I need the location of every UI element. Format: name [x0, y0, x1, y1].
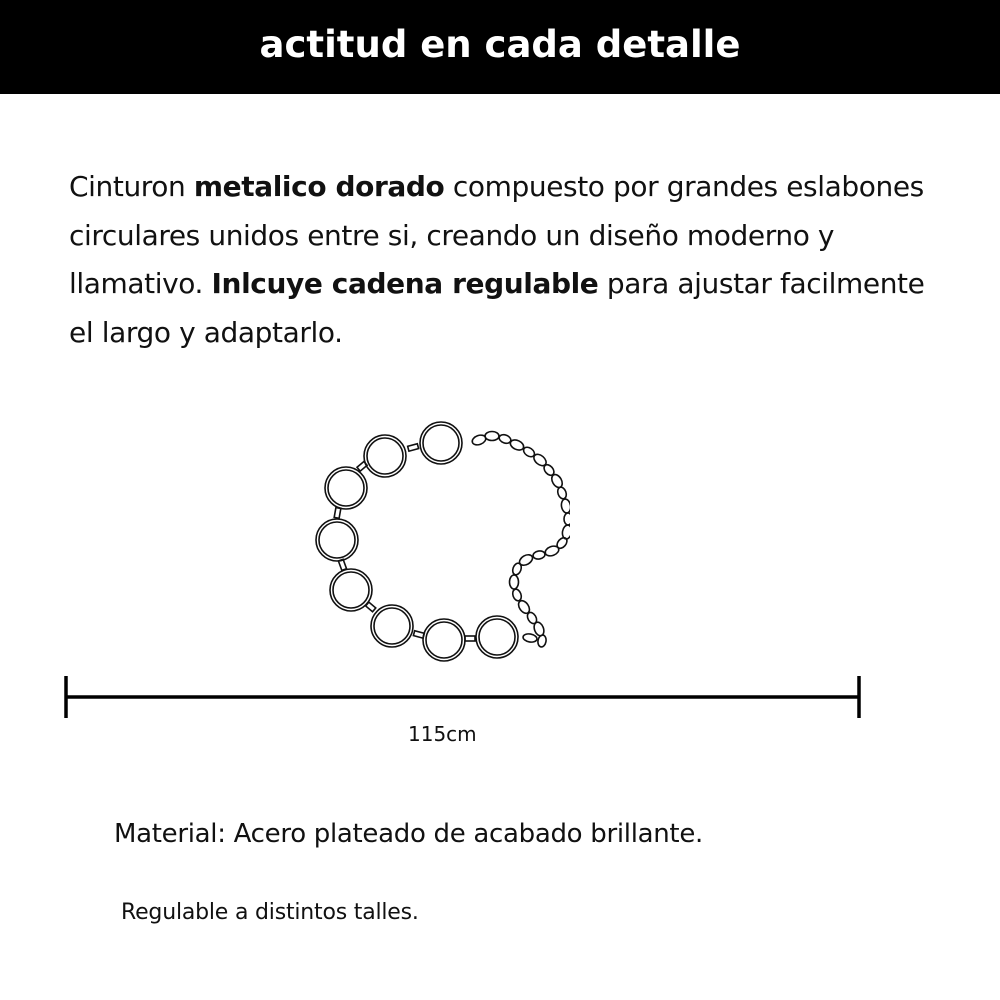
description-text: compuesto por grandes eslabones circulares unidos entre si, creando un diseño moderno y llamativo. — [69, 170, 924, 300]
chain-belt-icon — [300, 410, 570, 680]
description-text: Cinturon — [69, 170, 194, 203]
material-spec: Material: Acero plateado de acabado brillante. — [114, 819, 703, 849]
page-title: actitud en cada detalle — [259, 22, 741, 66]
length-measure-line — [60, 672, 870, 724]
description-highlight-chain: Inlcuye cadena regulable — [211, 267, 599, 300]
length-label: 115cm — [408, 722, 477, 746]
description-highlight-material: metalico dorado — [193, 170, 445, 203]
product-description — [69, 163, 949, 357]
adjustable-spec: Regulable a distintos talles. — [121, 900, 419, 925]
description-text: para ajustar facilmente el largo y adaptarlo. — [69, 267, 925, 349]
header-bar — [0, 0, 1000, 94]
